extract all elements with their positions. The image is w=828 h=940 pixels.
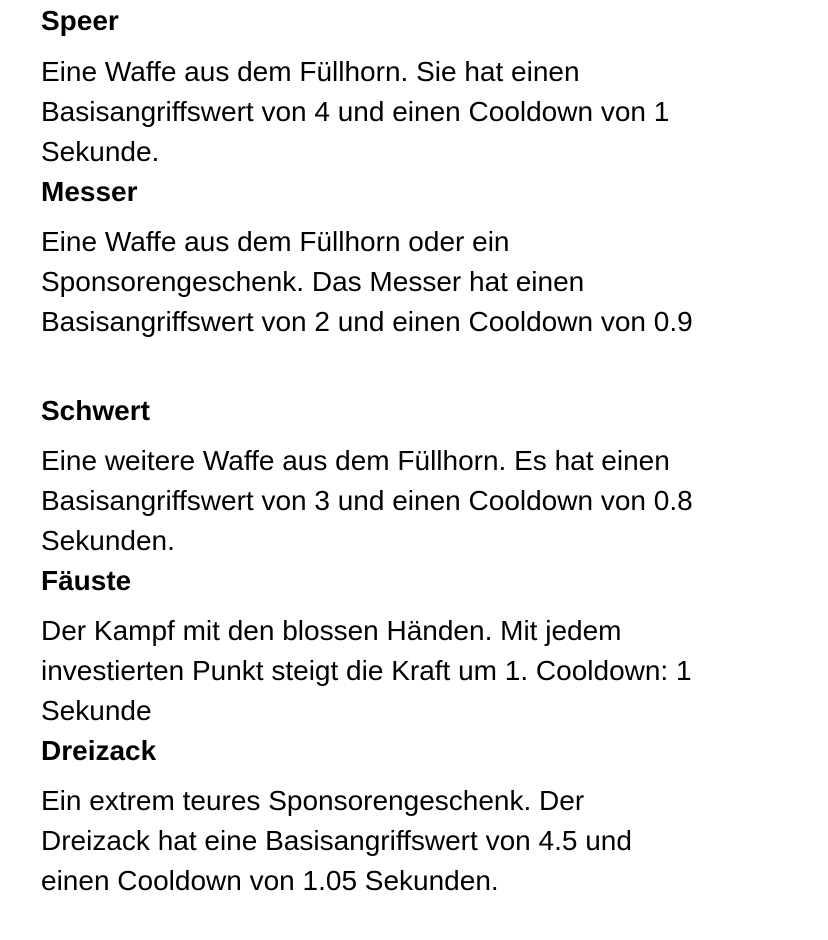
weapon-description — [41, 441, 821, 561]
weapon-entry-schwert — [41, 391, 821, 561]
weapon-title: Dreizack — [41, 735, 157, 766]
description-line: Sekunde. — [41, 136, 160, 167]
description-line: Ein extrem teures Sponsorengeschenk. Der — [41, 785, 585, 816]
description-line: Sekunde — [41, 695, 152, 726]
weapon-entry-messer — [41, 172, 821, 342]
weapon-title: Fäuste — [41, 565, 132, 596]
weapon-description — [41, 222, 821, 342]
weapon-title: Speer — [41, 5, 119, 36]
description-line: Dreizack hat eine Basisangriffswert von 4.5 und — [41, 825, 632, 856]
weapon-description — [41, 781, 821, 901]
description-line: Der Kampf mit den blossen Händen. Mit jedem — [41, 615, 622, 646]
weapon-list — [41, 0, 821, 901]
description-line: Eine Waffe aus dem Füllhorn oder ein — [41, 226, 510, 257]
description-line: Eine Waffe aus dem Füllhorn. Sie hat einen — [41, 56, 580, 87]
weapon-title: Messer — [41, 176, 138, 207]
description-line: Basisangriffswert von 4 und einen Cooldown von 1 — [41, 96, 670, 127]
weapon-description — [41, 611, 821, 731]
description-line: Sekunden. — [41, 525, 175, 556]
weapon-entry-faeuste — [41, 561, 821, 731]
description-line: investierten Punkt steigt die Kraft um 1. Cooldown: 1 — [41, 655, 692, 686]
description-line: einen Cooldown von 1.05 Sekunden. — [41, 865, 499, 896]
weapon-description — [41, 52, 821, 172]
description-line: Eine weitere Waffe aus dem Füllhorn. Es hat einen — [41, 445, 670, 476]
description-line: Basisangriffswert von 3 und einen Cooldown von 0.8 — [41, 485, 693, 516]
weapon-entry-dreizack — [41, 731, 821, 901]
description-line: Sponsorengeschenk. Das Messer hat einen — [41, 266, 585, 297]
description-line: Basisangriffswert von 2 und einen Cooldown von 0.9 — [41, 306, 693, 337]
weapon-entry-speer — [41, 1, 821, 172]
weapon-title: Schwert — [41, 395, 150, 426]
